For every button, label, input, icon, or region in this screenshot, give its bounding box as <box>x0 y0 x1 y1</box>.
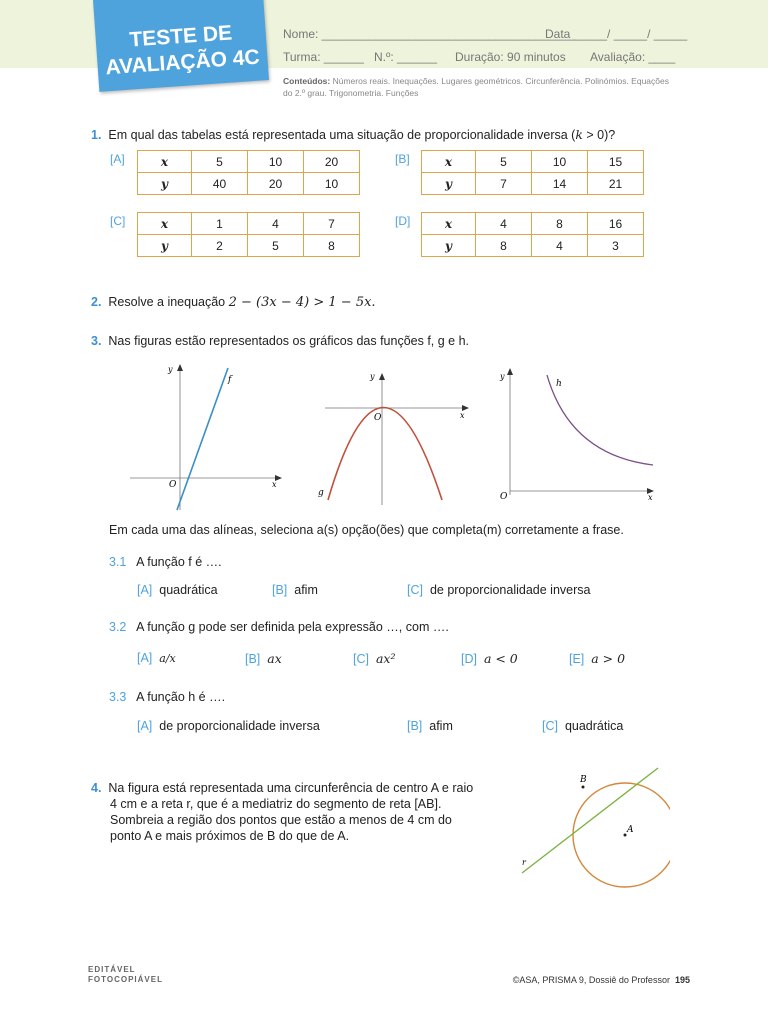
table-a <box>137 150 360 195</box>
date-field[interactable]: Data _____/ _____/ _____ <box>545 27 688 41</box>
y-axis-arrow <box>177 364 183 371</box>
subquestion-number: 3.2 <box>109 620 127 634</box>
question-number: 1. <box>91 128 102 142</box>
f-label: f <box>228 375 232 385</box>
table-cell: 20 <box>304 151 360 173</box>
number-field[interactable]: N.º: ______ <box>374 50 438 64</box>
graph-h <box>499 368 654 502</box>
table-cell: 3 <box>588 235 644 257</box>
subquestion-3-2 <box>109 620 449 634</box>
x-label: x <box>648 493 653 502</box>
contents-text <box>283 75 680 99</box>
table-label-a: [A] <box>110 152 125 166</box>
option-text: ax² <box>375 651 396 666</box>
option-letter: [C] <box>353 652 369 666</box>
logo-line1: EDITÁVEL <box>88 965 136 974</box>
question-line-4: ponto A e mais próximos de B do que de A. <box>110 829 350 843</box>
table-label-d: [D] <box>395 214 411 228</box>
option-3-3-b[interactable] <box>407 719 453 733</box>
y-label: y <box>168 365 173 374</box>
table-head-x: x <box>422 213 476 235</box>
question-text: Nas figuras estão representados os gráficos das funções f, g e h. <box>108 334 470 348</box>
table-head-y: y <box>138 235 192 257</box>
table-cell: 4 <box>532 235 588 257</box>
line-r <box>522 768 658 873</box>
table-cell: 4 <box>248 213 304 235</box>
table-cell: 4 <box>476 213 532 235</box>
question-line-1: Na figura está representada uma circunferência de centro A e raio <box>108 781 474 795</box>
table-cell: 14 <box>532 173 588 195</box>
table-cell: 8 <box>304 235 360 257</box>
contents-value: Números reais. Inequações. Lugares geométricos. Circunferência. Polinómios. Equações do 2.º grau. Trigonometria. Funções <box>283 76 669 98</box>
question-number: 2. <box>91 295 102 309</box>
table-head-x: x <box>422 151 476 173</box>
subquestion-number: 3.1 <box>109 555 127 569</box>
question-2 <box>91 295 376 310</box>
table-cell: 10 <box>532 151 588 173</box>
option-text: afim <box>429 719 453 733</box>
option-letter: [B] <box>245 652 261 666</box>
option-text: quadrática <box>564 719 624 733</box>
option-text: a/x <box>159 652 176 665</box>
label-b: B <box>580 775 587 785</box>
subquestion-text: A função h é …. <box>136 690 226 704</box>
option-3-3-c[interactable] <box>542 719 623 733</box>
option-letter: [C] <box>407 583 423 597</box>
y-label: y <box>370 372 375 381</box>
subquestion-number: 3.3 <box>109 690 127 704</box>
table-cell: 7 <box>304 213 360 235</box>
table-cell: 2 <box>192 235 248 257</box>
question-number: 4. <box>91 781 102 795</box>
option-letter: [E] <box>569 652 585 666</box>
label-a: A <box>627 825 634 835</box>
test-badge <box>93 0 269 92</box>
footer-text: ©ASA, PRISMA 9, Dossiê do Professor <box>512 975 670 985</box>
option-3-2-e[interactable] <box>569 651 625 666</box>
editable-logo <box>88 965 163 985</box>
question-3 <box>91 334 469 348</box>
option-3-1-c[interactable] <box>407 583 590 597</box>
subquestion-3-1 <box>109 555 222 569</box>
graph-f <box>130 364 282 510</box>
table-d <box>421 212 644 257</box>
y-label: y <box>500 372 505 381</box>
circle-figure <box>510 760 670 890</box>
option-letter: [B] <box>272 583 288 597</box>
option-3-1-b[interactable] <box>272 583 318 597</box>
question-1 <box>91 127 615 142</box>
y-axis-arrow <box>507 368 513 375</box>
table-c <box>137 212 360 257</box>
option-3-1-a[interactable] <box>137 583 218 597</box>
h-label: h <box>556 379 562 389</box>
question-line-2: 4 cm e a reta r, que é a mediatriz do segmento de reta [AB]. <box>110 797 442 811</box>
table-head-y: y <box>422 173 476 195</box>
g-label: g <box>318 488 324 498</box>
subquestion-text: A função g pode ser definida pela expressão …, com …. <box>136 620 449 634</box>
instruction-text: Em cada uma das alíneas, seleciona a(s) opção(ões) que completa(m) corretamente a frase. <box>109 523 624 537</box>
question-text: Em qual das tabelas está representada uma situação de proporcionalidade inversa ( <box>108 128 576 142</box>
table-cell: 10 <box>304 173 360 195</box>
table-cell: 5 <box>248 235 304 257</box>
logo-line2: FOTOCOPIÁVEL <box>88 975 163 984</box>
option-text: a < 0 <box>483 651 518 666</box>
subquestion-text: A função f é …. <box>136 555 222 569</box>
option-3-2-d[interactable] <box>461 651 518 666</box>
name-field[interactable]: Nome: ______________________________________ <box>283 27 576 41</box>
origin-label: O <box>169 480 177 490</box>
table-cell: 8 <box>532 213 588 235</box>
table-cell: 21 <box>588 173 644 195</box>
graph-g <box>318 372 469 505</box>
question-number: 3. <box>91 334 102 348</box>
class-field[interactable]: Turma: ______ <box>283 50 364 64</box>
table-cell: 15 <box>588 151 644 173</box>
origin-label: O <box>500 492 508 502</box>
question-text-end: > 0)? <box>582 128 616 142</box>
origin-label: O <box>374 413 382 423</box>
option-letter: [D] <box>461 652 477 666</box>
table-cell: 5 <box>192 151 248 173</box>
circle-a <box>573 783 670 887</box>
table-head-x: x <box>138 151 192 173</box>
option-3-2-c[interactable] <box>353 651 395 666</box>
option-3-2-a[interactable] <box>137 651 176 665</box>
option-3-2-b[interactable] <box>245 651 282 666</box>
footer-credit <box>513 975 690 985</box>
table-cell: 20 <box>248 173 304 195</box>
table-label-b: [B] <box>395 152 410 166</box>
table-cell: 10 <box>248 151 304 173</box>
option-text: de proporcionalidade inversa <box>429 583 591 597</box>
table-cell: 16 <box>588 213 644 235</box>
option-text: de proporcionalidade inversa <box>159 719 320 733</box>
curve-h <box>547 375 653 465</box>
option-letter: [A] <box>137 651 153 665</box>
table-cell: 8 <box>476 235 532 257</box>
table-head-y: y <box>138 173 192 195</box>
page-number: 195 <box>674 975 690 985</box>
table-label-c: [C] <box>110 214 126 228</box>
point-b <box>582 786 585 789</box>
option-letter: [A] <box>137 583 153 597</box>
subquestion-3-3 <box>109 690 225 704</box>
x-label: x <box>272 480 277 489</box>
badge-line1: TESTE DE <box>128 21 233 52</box>
option-letter: [C] <box>542 719 558 733</box>
option-text: a > 0 <box>591 651 626 666</box>
question-var: k <box>575 127 583 142</box>
question-4 <box>91 780 473 844</box>
option-letter: [A] <box>137 719 153 733</box>
question-line-3: Sombreia a região dos pontos que estão a menos de 4 cm do <box>110 813 452 827</box>
option-text: quadrática <box>159 583 218 597</box>
inequation: 2 − (3x − 4) > 1 − 5x. <box>228 295 376 310</box>
y-axis-arrow <box>379 373 385 380</box>
option-text: ax <box>267 651 282 666</box>
table-cell: 1 <box>192 213 248 235</box>
table-head-x: x <box>138 213 192 235</box>
question-text: Resolve a inequação <box>108 295 226 309</box>
table-cell: 40 <box>192 173 248 195</box>
duration-label: Duração: 90 minutos <box>455 50 566 64</box>
table-cell: 7 <box>476 173 532 195</box>
table-b <box>421 150 644 195</box>
badge-line2: AVALIAÇÃO 4C <box>104 45 261 80</box>
option-text: afim <box>294 583 318 597</box>
function-graphs <box>120 360 665 515</box>
table-head-y: y <box>422 235 476 257</box>
parabola-g <box>328 408 442 501</box>
line-f <box>177 368 228 510</box>
grade-field[interactable]: Avaliação: ____ <box>590 50 676 64</box>
option-letter: [B] <box>407 719 423 733</box>
option-3-3-a[interactable] <box>137 719 320 733</box>
label-r: r <box>522 858 526 867</box>
table-cell: 5 <box>476 151 532 173</box>
contents-label: Conteúdos: <box>283 76 331 86</box>
x-label: x <box>460 411 465 420</box>
